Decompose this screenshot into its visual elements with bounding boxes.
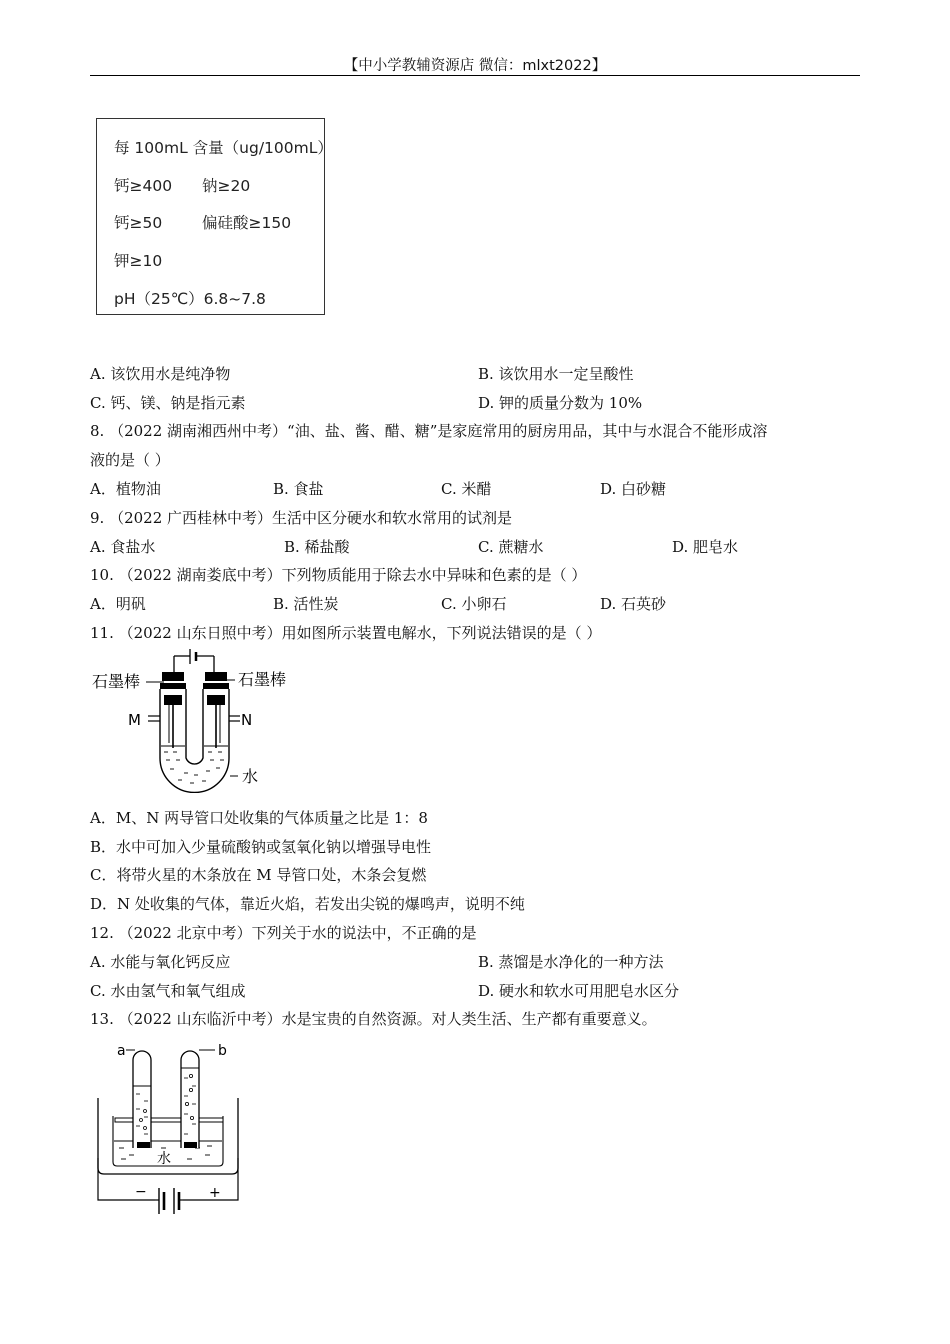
label-row4: pH（25℃）6.8~7.8 bbox=[114, 290, 266, 308]
q8-stem-line2: 液的是（ ） bbox=[90, 451, 170, 469]
right-graphite-label: 石墨棒 bbox=[238, 670, 287, 689]
q8-option-b: B. 食盐 bbox=[273, 480, 324, 498]
q13-stem: 13. （2022 山东临沂中考）水是宝贵的自然资源。对人类生活、生产都有重要意义。 bbox=[90, 1010, 657, 1028]
right-plug bbox=[205, 672, 227, 681]
trough-water-label: 水 bbox=[157, 1151, 171, 1167]
water-label-box bbox=[96, 118, 333, 315]
q9-option-a: A. 食盐水 bbox=[90, 538, 156, 556]
q8-option-d: D. 白砂糖 bbox=[600, 480, 667, 498]
q11-option-c: C．将带火星的木条放在 M 导管口处，木条会复燃 bbox=[90, 866, 427, 884]
q8-option-c: C. 米醋 bbox=[441, 480, 492, 498]
q12-option-a: A. 水能与氧化钙反应 bbox=[90, 953, 231, 971]
label-row2-left: 钙≥50 bbox=[114, 214, 163, 232]
battery-icon bbox=[155, 1188, 183, 1214]
q8-stem-line1: 8. （2022 湖南湘西州中考）“油、盐、酱、醋、糖”是家庭常用的厨房用品，其中与水混合不能形成溶 bbox=[90, 422, 768, 440]
q7-option-d: D. 钾的质量分数为 10% bbox=[478, 394, 643, 412]
q10-option-b: B. 活性炭 bbox=[273, 595, 339, 613]
outlet-n-label: N bbox=[241, 711, 253, 729]
electrolysis-u-tube-figure bbox=[90, 648, 300, 793]
q10-option-a: A．明矾 bbox=[90, 595, 146, 613]
q12-option-d: D. 硬水和软水可用肥皂水区分 bbox=[478, 982, 680, 1000]
left-graphite-label: 石墨棒 bbox=[92, 672, 141, 691]
q11-stem: 11. （2022 山东日照中考）用如图所示装置电解水，下列说法错误的是（ ） bbox=[90, 624, 602, 642]
q9-option-b: B. 稀盐酸 bbox=[284, 538, 350, 556]
water-label: 水 bbox=[242, 767, 259, 786]
tube-a bbox=[133, 1051, 151, 1148]
tube-a-label: a bbox=[117, 1043, 126, 1059]
q9-option-c: C. 蔗糖水 bbox=[478, 538, 544, 556]
battery-icon bbox=[174, 649, 214, 672]
q12-option-c: C. 水由氢气和氧气组成 bbox=[90, 982, 246, 1000]
electrode-a bbox=[137, 1142, 150, 1148]
q9-stem: 9. （2022 广西桂林中考）生活中区分硬水和软水常用的试剂是 bbox=[90, 509, 513, 527]
label-row3: 钾≥10 bbox=[114, 252, 163, 270]
water-electrolysis-trough-figure bbox=[95, 1038, 245, 1228]
q7-option-c: C. 钙、镁、钠是指元素 bbox=[90, 394, 246, 412]
page-header: 【中小学教辅资源店 微信：mlxt2022】 bbox=[343, 58, 607, 74]
positive-terminal-label: + bbox=[209, 1185, 221, 1201]
left-plug bbox=[162, 672, 184, 681]
q12-option-b: B. 蒸馏是水净化的一种方法 bbox=[478, 953, 664, 971]
q11-option-d: D．N 处收集的气体，靠近火焰，若发出尖锐的爆鸣声，说明不纯 bbox=[90, 895, 525, 913]
q10-stem: 10. （2022 湖南娄底中考）下列物质能用于除去水中异味和色素的是（ ） bbox=[90, 566, 587, 584]
q7-option-b: B. 该饮用水一定呈酸性 bbox=[478, 365, 634, 383]
header-rule bbox=[90, 75, 860, 76]
q8-option-a: A．植物油 bbox=[90, 480, 161, 498]
q11-option-b: B．水中可加入少量硫酸钠或氢氧化钠以增强导电性 bbox=[90, 838, 432, 856]
q11-option-a: A．M、N 两导管口处收集的气体质量之比是 1：8 bbox=[90, 809, 428, 827]
q12-stem: 12. （2022 北京中考）下列关于水的说法中，不正确的是 bbox=[90, 924, 477, 942]
negative-terminal-label: − bbox=[135, 1184, 147, 1200]
label-row1-left: 钙≥400 bbox=[114, 177, 173, 195]
q10-option-d: D. 石英砂 bbox=[600, 595, 667, 613]
q10-option-c: C. 小卵石 bbox=[441, 595, 507, 613]
q9-option-d: D. 肥皂水 bbox=[672, 538, 739, 556]
label-row2-right: 偏硅酸≥150 bbox=[202, 214, 292, 232]
label-row1-right: 钠≥20 bbox=[202, 177, 251, 195]
electrode-b bbox=[184, 1142, 197, 1148]
tube-b bbox=[181, 1051, 199, 1148]
q7-option-a: A. 该饮用水是纯净物 bbox=[90, 365, 231, 383]
tube-b-label: b bbox=[218, 1043, 227, 1059]
outlet-m-label: M bbox=[128, 711, 141, 729]
label-title: 每 100mL 含量（ug/100mL） bbox=[114, 139, 333, 157]
